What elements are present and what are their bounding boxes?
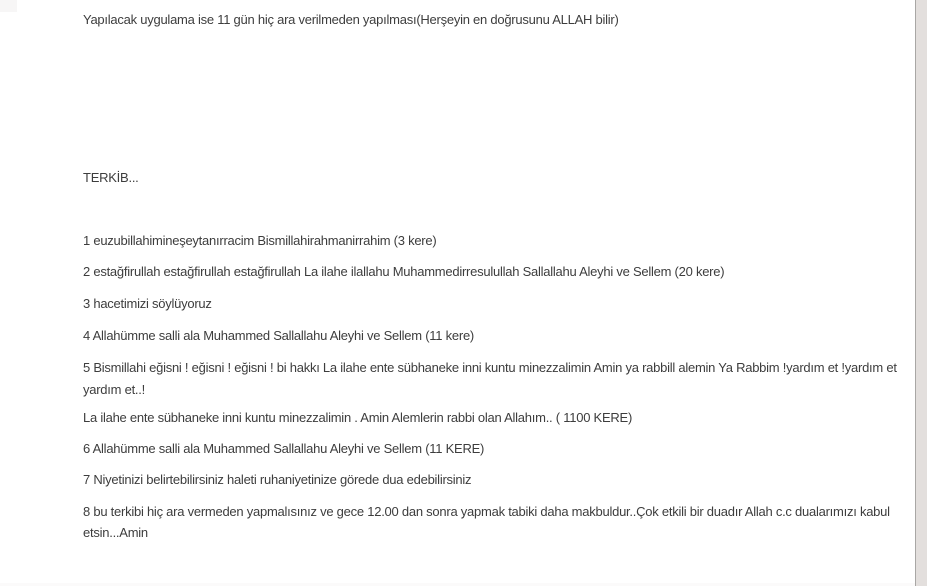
step-8-line-2: etsin...Amin: [83, 525, 148, 540]
step-4: 4 Allahümme salli ala Muhammed Sallallahu Aleyhi ve Sellem (11 kere): [83, 328, 475, 343]
step-3: 3 hacetimizi söylüyoruz: [83, 296, 212, 311]
step-5-line-1: 5 Bismillahi eğisni ! eğisni ! eğisni ! bi hakkı La ilahe ente sübhaneke inni kuntu minezzalimin Amin ya rabbill alemin Ya Rabbim !yardım et !yardım et: [83, 360, 897, 375]
vertical-scrollbar[interactable]: [915, 0, 927, 586]
step-1: 1 euzubillahimineşeytanırracim Bismillahirahmanirrahim (3 kere): [83, 233, 437, 248]
step-8-line-1: 8 bu terkibi hiç ara vermeden yapmalısınız ve gece 12.00 dan sonra yapmak tabiki daha makbuldur..Çok etkili bir duadır Allah c.c dualarımızı kabul: [83, 504, 890, 519]
step-7: 7 Niyetinizi belirtebilirsiniz haleti ruhaniyetinize görede dua edebilirsiniz: [83, 472, 472, 487]
step-5-line-2: yardım et..!: [83, 382, 146, 397]
step-2: 2 estağfirullah estağfirullah estağfirullah La ilahe ilallahu Muhammedirresulullah Sallallahu Aleyhi ve Sellem (20 kere): [83, 264, 725, 279]
step-6: 6 Allahümme salli ala Muhammed Sallallahu Aleyhi ve Sellem (11 KERE): [83, 441, 485, 456]
intro-line: Yapılacak uygulama ise 11 gün hiç ara verilmeden yapılması(Herşeyin en doğrusunu ALLAH bilir): [83, 12, 619, 27]
top-left-corner-artifact: [0, 0, 17, 12]
section-title: TERKİB...: [83, 170, 139, 185]
dhikr-line: La ilahe ente sübhaneke inni kuntu minezzalimin . Amin Alemlerin rabbi olan Allahım.. ( 1100 KERE): [83, 410, 633, 425]
document-text: [83, 0, 915, 586]
